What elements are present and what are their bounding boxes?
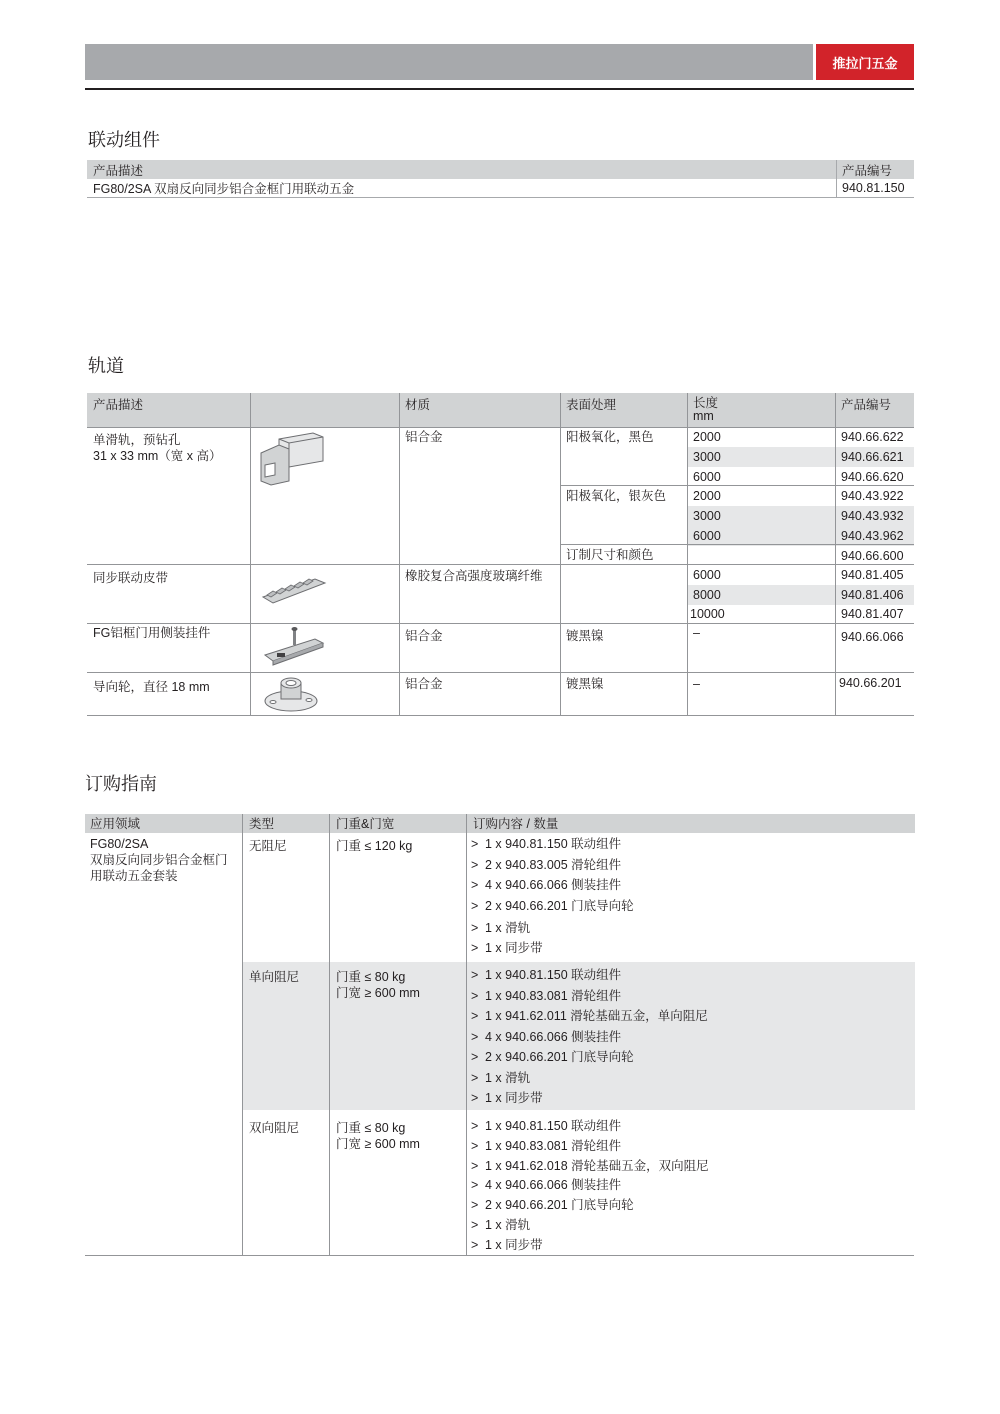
rail-num: 940.43.932 bbox=[841, 509, 904, 523]
hanger-num: 940.66.066 bbox=[841, 630, 904, 644]
hanger-finish: 镀黑镍 bbox=[566, 629, 604, 643]
rail-num: 940.66.600 bbox=[841, 549, 904, 563]
belt-num: 940.81.406 bbox=[841, 588, 904, 602]
rail-num: 940.43.962 bbox=[841, 529, 904, 543]
list-item: > 1 x 940.81.150 联动组件 bbox=[471, 968, 622, 982]
header-bar bbox=[85, 44, 813, 80]
list-item: > 4 x 940.66.066 侧装挂件 bbox=[471, 1178, 622, 1193]
belt-num: 940.81.407 bbox=[841, 607, 904, 621]
list-item: > 1 x 940.83.081 滑轮组件 bbox=[471, 988, 622, 1003]
guide-finish: 镀黑镍 bbox=[566, 677, 604, 691]
table-header bbox=[87, 393, 914, 427]
row-desc: FG80/2SA 双扇反向同步铝合金框门用联动五金 bbox=[93, 182, 355, 196]
guide-wheel-icon bbox=[259, 675, 329, 715]
hanger-desc: FG铝框门用侧装挂件 bbox=[93, 626, 211, 640]
rail-num: 940.66.620 bbox=[841, 470, 904, 484]
linkage-table bbox=[87, 160, 914, 198]
hanger-length: – bbox=[693, 626, 700, 640]
header-num: 产品编号 bbox=[836, 160, 914, 179]
category-tag[interactable]: 推拉门五金 bbox=[816, 44, 914, 80]
order-list bbox=[471, 836, 634, 961]
list-item: > 1 x 滑轨 bbox=[471, 1217, 531, 1232]
list-item: > 4 x 940.66.066 侧装挂件 bbox=[471, 1029, 622, 1044]
order-list bbox=[471, 1118, 709, 1257]
linkage-title: 联动组件 bbox=[88, 130, 160, 150]
belt-icon bbox=[259, 571, 329, 609]
rail-length: 3000 bbox=[693, 450, 721, 464]
rail-num: 940.43.922 bbox=[841, 489, 904, 503]
weight-cell: 门重 ≤ 80 kg 门宽 ≥ 600 mm bbox=[336, 970, 420, 1000]
list-item: > 2 x 940.83.005 滑轮组件 bbox=[471, 857, 622, 872]
rail-num: 940.66.622 bbox=[841, 430, 904, 444]
header-material: 材质 bbox=[405, 398, 431, 412]
list-item: > 1 x 941.62.018 滑轮基础五金，双向阻尼 bbox=[471, 1158, 709, 1173]
list-item: > 2 x 940.66.201 门底导向轮 bbox=[471, 1050, 634, 1064]
table-row bbox=[87, 179, 914, 198]
header-desc: 产品描述 bbox=[93, 163, 144, 178]
track-table bbox=[87, 393, 914, 716]
rail-num: 940.66.621 bbox=[841, 450, 904, 464]
header-length: 长度 mm bbox=[693, 396, 719, 423]
belt-length: 6000 bbox=[693, 568, 721, 582]
rail-length: 2000 bbox=[693, 489, 721, 503]
header-desc: 产品描述 bbox=[93, 398, 144, 412]
list-item: > 1 x 同步带 bbox=[471, 941, 543, 955]
belt-num: 940.81.405 bbox=[841, 568, 904, 582]
order-title: 订购指南 bbox=[85, 774, 157, 794]
rail-length: 6000 bbox=[693, 529, 721, 543]
guide-desc: 导向轮，直径 18 mm bbox=[93, 680, 210, 694]
rail-length: 2000 bbox=[693, 430, 721, 444]
belt-length: 8000 bbox=[693, 588, 721, 602]
track-title: 轨道 bbox=[88, 356, 124, 376]
rail-length: 3000 bbox=[693, 509, 721, 523]
hanger-icon bbox=[259, 625, 329, 667]
rail-material: 铝合金 bbox=[405, 430, 443, 444]
weight-cell: 门重 ≤ 120 kg bbox=[336, 839, 413, 853]
list-item: > 1 x 同步带 bbox=[471, 1091, 543, 1105]
list-item: > 1 x 940.83.081 滑轮组件 bbox=[471, 1138, 622, 1153]
rail-profile-icon bbox=[259, 431, 329, 487]
list-item: > 1 x 滑轨 bbox=[471, 920, 531, 935]
header-content: 订购内容 / 数量 bbox=[473, 817, 559, 831]
list-item: > 2 x 940.66.201 门底导向轮 bbox=[471, 1198, 634, 1213]
list-item: > 1 x 941.62.011 滑轮基础五金，单向阻尼 bbox=[471, 1009, 708, 1023]
header-weight: 门重&门宽 bbox=[336, 817, 395, 831]
belt-desc: 同步联动皮带 bbox=[93, 571, 169, 585]
guide-num: 940.66.201 bbox=[839, 676, 902, 690]
rail-custom: 订制尺寸和颜色 bbox=[566, 548, 654, 562]
list-item: > 1 x 滑轨 bbox=[471, 1070, 531, 1085]
header-type: 类型 bbox=[249, 817, 275, 831]
list-item: > 1 x 940.81.150 联动组件 bbox=[471, 1119, 622, 1133]
app-cell: FG80/2SA 双扇反向同步铝合金框门 用联动五金套装 bbox=[90, 837, 228, 883]
row-num: 940.81.150 bbox=[836, 179, 914, 197]
type-cell: 双向阻尼 bbox=[249, 1121, 300, 1135]
type-cell: 单向阻尼 bbox=[249, 970, 300, 984]
belt-material: 橡胶复合高强度玻璃纤维 bbox=[405, 569, 543, 583]
rail-finish-black: 阳极氧化，黑色 bbox=[566, 430, 654, 444]
order-list bbox=[471, 967, 708, 1111]
hanger-material: 铝合金 bbox=[405, 629, 443, 643]
type-cell: 无阻尼 bbox=[249, 839, 287, 853]
rail-desc: 单滑轨，预钻孔 31 x 33 mm（宽 x 高） bbox=[93, 433, 222, 463]
order-table bbox=[85, 814, 915, 1256]
weight-cell: 门重 ≤ 80 kg 门宽 ≥ 600 mm bbox=[336, 1121, 420, 1151]
rail-finish-silver: 阳极氧化，银灰色 bbox=[566, 489, 667, 503]
table-header bbox=[87, 160, 914, 179]
list-item: > 4 x 940.66.066 侧装挂件 bbox=[471, 878, 622, 892]
header-num: 产品编号 bbox=[841, 398, 892, 412]
guide-material: 铝合金 bbox=[405, 677, 443, 691]
list-item: > 1 x 同步带 bbox=[471, 1237, 543, 1252]
header-rule bbox=[85, 88, 914, 90]
rail-length: 6000 bbox=[693, 470, 721, 484]
belt-length: 10000 bbox=[690, 607, 725, 621]
guide-length: – bbox=[693, 677, 700, 691]
list-item: > 2 x 940.66.201 门底导向轮 bbox=[471, 898, 634, 913]
header-finish: 表面处理 bbox=[566, 398, 617, 412]
list-item: > 1 x 940.81.150 联动组件 bbox=[471, 837, 622, 851]
header-app: 应用领域 bbox=[90, 817, 141, 831]
